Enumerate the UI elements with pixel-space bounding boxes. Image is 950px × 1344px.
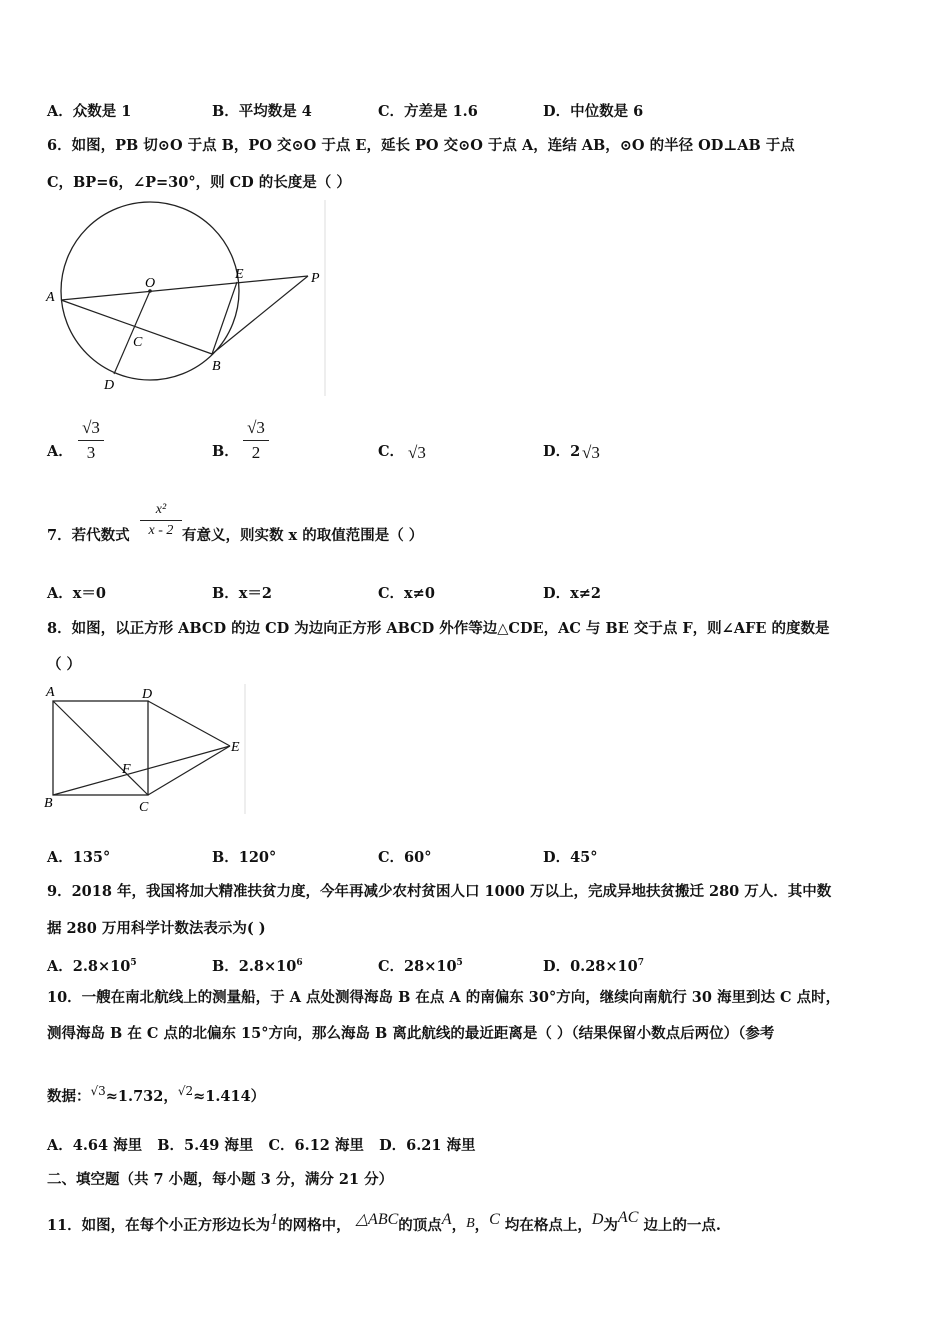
q8-option-c: C．60°	[378, 849, 432, 866]
q7-suffix: 有意义，则实数 x 的取值范围是（ ）	[182, 527, 424, 544]
label-b: B	[44, 796, 53, 811]
q6-option-a-fraction	[78, 418, 104, 463]
q6-option-b-label: B．	[212, 443, 239, 460]
q10-options: A．4.64 海里 B．5.49 海里 C．6.12 海里 D．6.21 海里	[47, 1137, 476, 1154]
q6-option-c-value: √3	[408, 443, 426, 462]
q8-option-d: D．45°	[543, 849, 598, 866]
q5-option-d: D．中位数是 6	[543, 103, 644, 120]
line-ce	[148, 746, 230, 795]
label-c: C	[133, 335, 143, 350]
label-d: D	[104, 378, 115, 393]
section-fill-in-title: 二、填空题（共 7 小题，每小题 3 分，满分 21 分）	[47, 1171, 394, 1188]
sqrt2-symbol: √2	[177, 1084, 194, 1098]
q9-option-a: A．$2.8\times 10^5$	[47, 957, 137, 975]
q9-line1: 9．2018 年，我国将加大精准扶贫力度，今年再减少农村贫困人口 1000 万以上，完成异地扶贫搬迁 280 万人．其中数	[47, 883, 832, 900]
q10-line3: 数据：$^{√3}$≈1.732，$^{√2}$≈1.414）	[47, 1084, 266, 1105]
q6-option-a-label: A．	[47, 443, 73, 460]
q8-option-b: B．120°	[212, 849, 277, 866]
q6-line2: C，BP=6，∠P=30°，则 CD 的长度是（ ）	[47, 174, 351, 191]
line-bp	[212, 276, 308, 354]
label-c: C	[139, 800, 149, 815]
q7-numerator: x²	[155, 502, 167, 517]
line-od	[114, 291, 150, 374]
label-d: D	[142, 687, 153, 702]
sqrt3-symbol: √3	[90, 1084, 106, 1098]
q8-line2: （ ）	[47, 656, 82, 673]
label-f: F	[122, 762, 131, 777]
q9-option-b: B．$2.8\times 10^6$	[212, 957, 303, 975]
q8-square-figure	[40, 682, 250, 816]
q9-option-d: D．$0.28\times 10^7$	[543, 957, 644, 975]
label-a: A	[46, 290, 55, 305]
q6-option-b-numerator: √3	[247, 418, 265, 437]
q10-line2: 测得海岛 B 在 C 点的北偏东 15°方向，那么海岛 B 离此航线的最近距离是（ ）（结果保留小数点后两位）（参考	[47, 1025, 775, 1042]
q7-denominator: x - 2	[148, 523, 174, 538]
q6-line1: 6．如图，PB 切⊙O 于点 B，PO 交⊙O 于点 E，延长 PO 交⊙O 于点 A，连结 AB，⊙O 的半径 OD⊥AB 于点	[47, 137, 795, 154]
q6-option-d-value: √3	[582, 443, 600, 462]
q6-option-a-denominator: 3	[86, 443, 96, 462]
line-be	[53, 746, 230, 795]
q8-option-a: A．135°	[47, 849, 111, 866]
label-e: E	[235, 267, 244, 282]
q7-option-c: C．x≠0	[378, 585, 435, 602]
q7-option-d: D．x≠2	[543, 585, 601, 602]
line-ac	[53, 701, 148, 795]
q5-option-a: A．众数是 1	[47, 103, 132, 120]
q6-option-d-label: D．2	[543, 443, 581, 460]
q5-option-b: B．平均数是 4	[212, 103, 312, 120]
q6-option-b-fraction	[243, 418, 269, 463]
q7-option-a: A．x＝0	[47, 585, 106, 602]
q9-option-c: C．$28\times 10^5$	[378, 957, 463, 975]
label-b: B	[212, 359, 221, 374]
line-ap	[61, 276, 308, 300]
q6-option-b-denominator: 2	[251, 443, 261, 462]
label-o: O	[145, 276, 156, 291]
label-p: P	[311, 271, 320, 286]
q5-option-c: C．方差是 1.6	[378, 103, 478, 120]
q11-line: 11．如图，在每个小正方形边长为1的网格中， △ABC的顶点A，B，C 均在格点上，D为AC 边上的一点.	[47, 1209, 721, 1234]
q7-fraction	[140, 502, 182, 539]
line-de	[148, 701, 230, 746]
q6-option-a-numerator: √3	[82, 418, 100, 437]
q6-circle-figure	[40, 200, 330, 398]
q7-prefix: 7．若代数式	[47, 527, 130, 544]
q9-line2: 据 280 万用科学计数法表示为( )	[47, 920, 266, 937]
label-a: A	[46, 685, 55, 700]
q7-option-b: B．x＝2	[212, 585, 272, 602]
q8-line1: 8．如图，以正方形 ABCD 的边 CD 为边向正方形 ABCD 外作等边△CDE，AC 与 BE 交于点 F，则∠AFE 的度数是	[47, 620, 830, 637]
label-e: E	[231, 740, 240, 755]
q6-option-c-label: C．	[378, 443, 405, 460]
q10-line1: 10．一艘在南北航线上的测量船，于 A 点处测得海岛 B 在点 A 的南偏东 30°方向，继续向南航行 30 海里到达 C 点时，	[47, 989, 841, 1006]
